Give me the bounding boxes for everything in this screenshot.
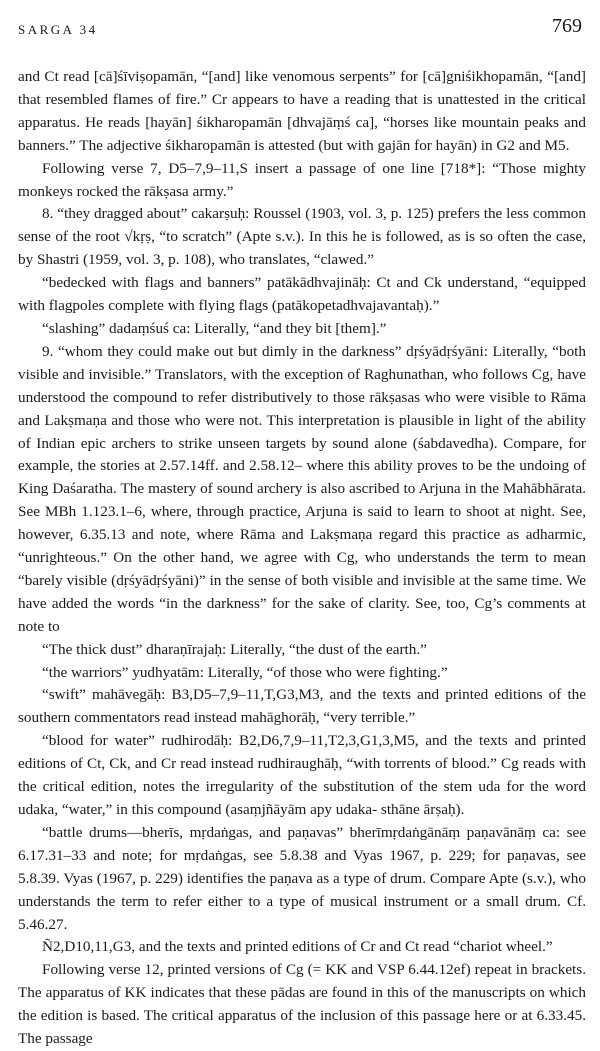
paragraph: “The thick dust” dharaṇīrajaḥ: Literally, “the dust of the earth.”: [42, 640, 427, 658]
paragraph: Following verse 12, printed versions of Cg (= KK and VSP 6.44.12ef) repeat in brackets. The apparatus of KK indicates that these pādas are found in this of the manuscripts on which the edition is based. The critical apparatus of the inclusion of this passage here or at 6.33.45. The passage: [18, 961, 586, 1048]
paragraph: 9. “whom they could make out but dimly in the darkness” dṛśyādṛśyāni: Literally, “both visible and invisible.” Translators, with the exception of Raghunathan, who follows Cg, have understood the compound to refer distributively to those rākṣasas who were visible to Rāma and Lakṣmaṇa and those who were not. This interpretation is plausible in light of the ability of Indian epic archers to strike unseen targets by sound alone (śabdavedha). Compare, for example, the stories at 2.57.14ff. and 2.58.12– where this ability proves to be the undoing of King Daśaratha. The mastery of sound archery is also ascribed to Arjuna in the Mahābhārata. See MBh 1.123.1–6, where, through practice, Arjuna is said to learn to shoot at night. See, however, 6.35.13 and note, where Rāma and Lakṣmaṇa regard this practice as adharmic, “unrighteous.” On the other hand, we agree with Cg, who understands the term to mean “barely visible (dṛśyādṛśyāni)” in the sense of both visible and invisible at the same time. We have added the words “in the darkness” for the sake of clarity. See, too, Cg’s comments at note to: [18, 342, 586, 635]
paragraph: “bedecked with flags and banners” patākādhvajināḥ: Ct and Ck understand, “equipped with flagpoles complete with flying flags (patākopetadhvajavantaḥ).”: [18, 274, 586, 315]
paragraph: “the warriors” yudhyatām: Literally, “of those who were fighting.”: [42, 663, 448, 681]
commentary-body: [18, 66, 586, 1051]
running-title: SARGA 34: [18, 22, 98, 37]
paragraph: “slashing” dadaṃśuś ca: Literally, “and they bit [them].”: [42, 319, 387, 337]
page-number: 769: [552, 15, 582, 37]
paragraph: and Ct read [cā]śīviṣopamān, “[and] like venomous serpents” for [cā]gniśikhopamān, “[and] that resembled flames of fire.” Cr appears to have a reading that is unattested in the critical apparatus. He reads [hayān] śikharopamān [dhvajāṃś ca], “horses like mountain peaks and banners.” The adjective śikharopamān is attested (but with gajān for hayān) in G2 and M5.: [18, 68, 586, 154]
running-head: [18, 12, 582, 42]
paragraph: Ñ2,D10,11,G3, and the texts and printed editions of Cr and Ct read “chariot wheel.”: [42, 938, 553, 956]
paragraph: 8. “they dragged about” cakarṣuḥ: Roussel (1903, vol. 3, p. 125) prefers the less common sense of the root √kṛṣ, “to scratch” (Apte s.v.). In this he is followed, as is so often the case, by Shastri (1959, vol. 3, p. 108), who translates, “clawed.”: [18, 205, 586, 269]
paragraph: “swift” mahāvegāḥ: B3,D5–7,9–11,T,G3,M3, and the texts and printed editions of the southern commentators read instead mahāghorāḥ, “very terrible.”: [18, 686, 586, 727]
paragraph: Following verse 7, D5–7,9–11,S insert a passage of one line [718*]: “Those mighty monkeys rocked the rākṣasa army.”: [18, 159, 586, 200]
paragraph: “battle drums—bherīs, mṛdaṅgas, and paṇavas” bherīmṛdaṅgānāṃ paṇavānāṃ ca: see 6.17.31–33 and note; for mṛdaṅgas, see 5.8.38 and Vyas 1967, p. 229; for paṇavas, see 5.8.39. Vyas (1967, p. 229) identifies the paṇava as a type of drum. Compare Apte (s.v.), who understands the term to refer either to a type of musical instrument or a small drum. Cf. 5.46.27.: [18, 823, 586, 933]
paragraph: “blood for water” rudhirodāḥ: B2,D6,7,9–11,T2,3,G1,3,M5, and the texts and printed editions of Ct, Ck, and Cr read instead rudhiraughāḥ, “with torrents of blood.” Cg reads with the critical edition, notes the irregularity of the substitution of the stem uda for the word udaka, “water,” in this compound (asaṃjñāyām apy udaka- sthāne ārṣaḥ).: [18, 732, 586, 818]
